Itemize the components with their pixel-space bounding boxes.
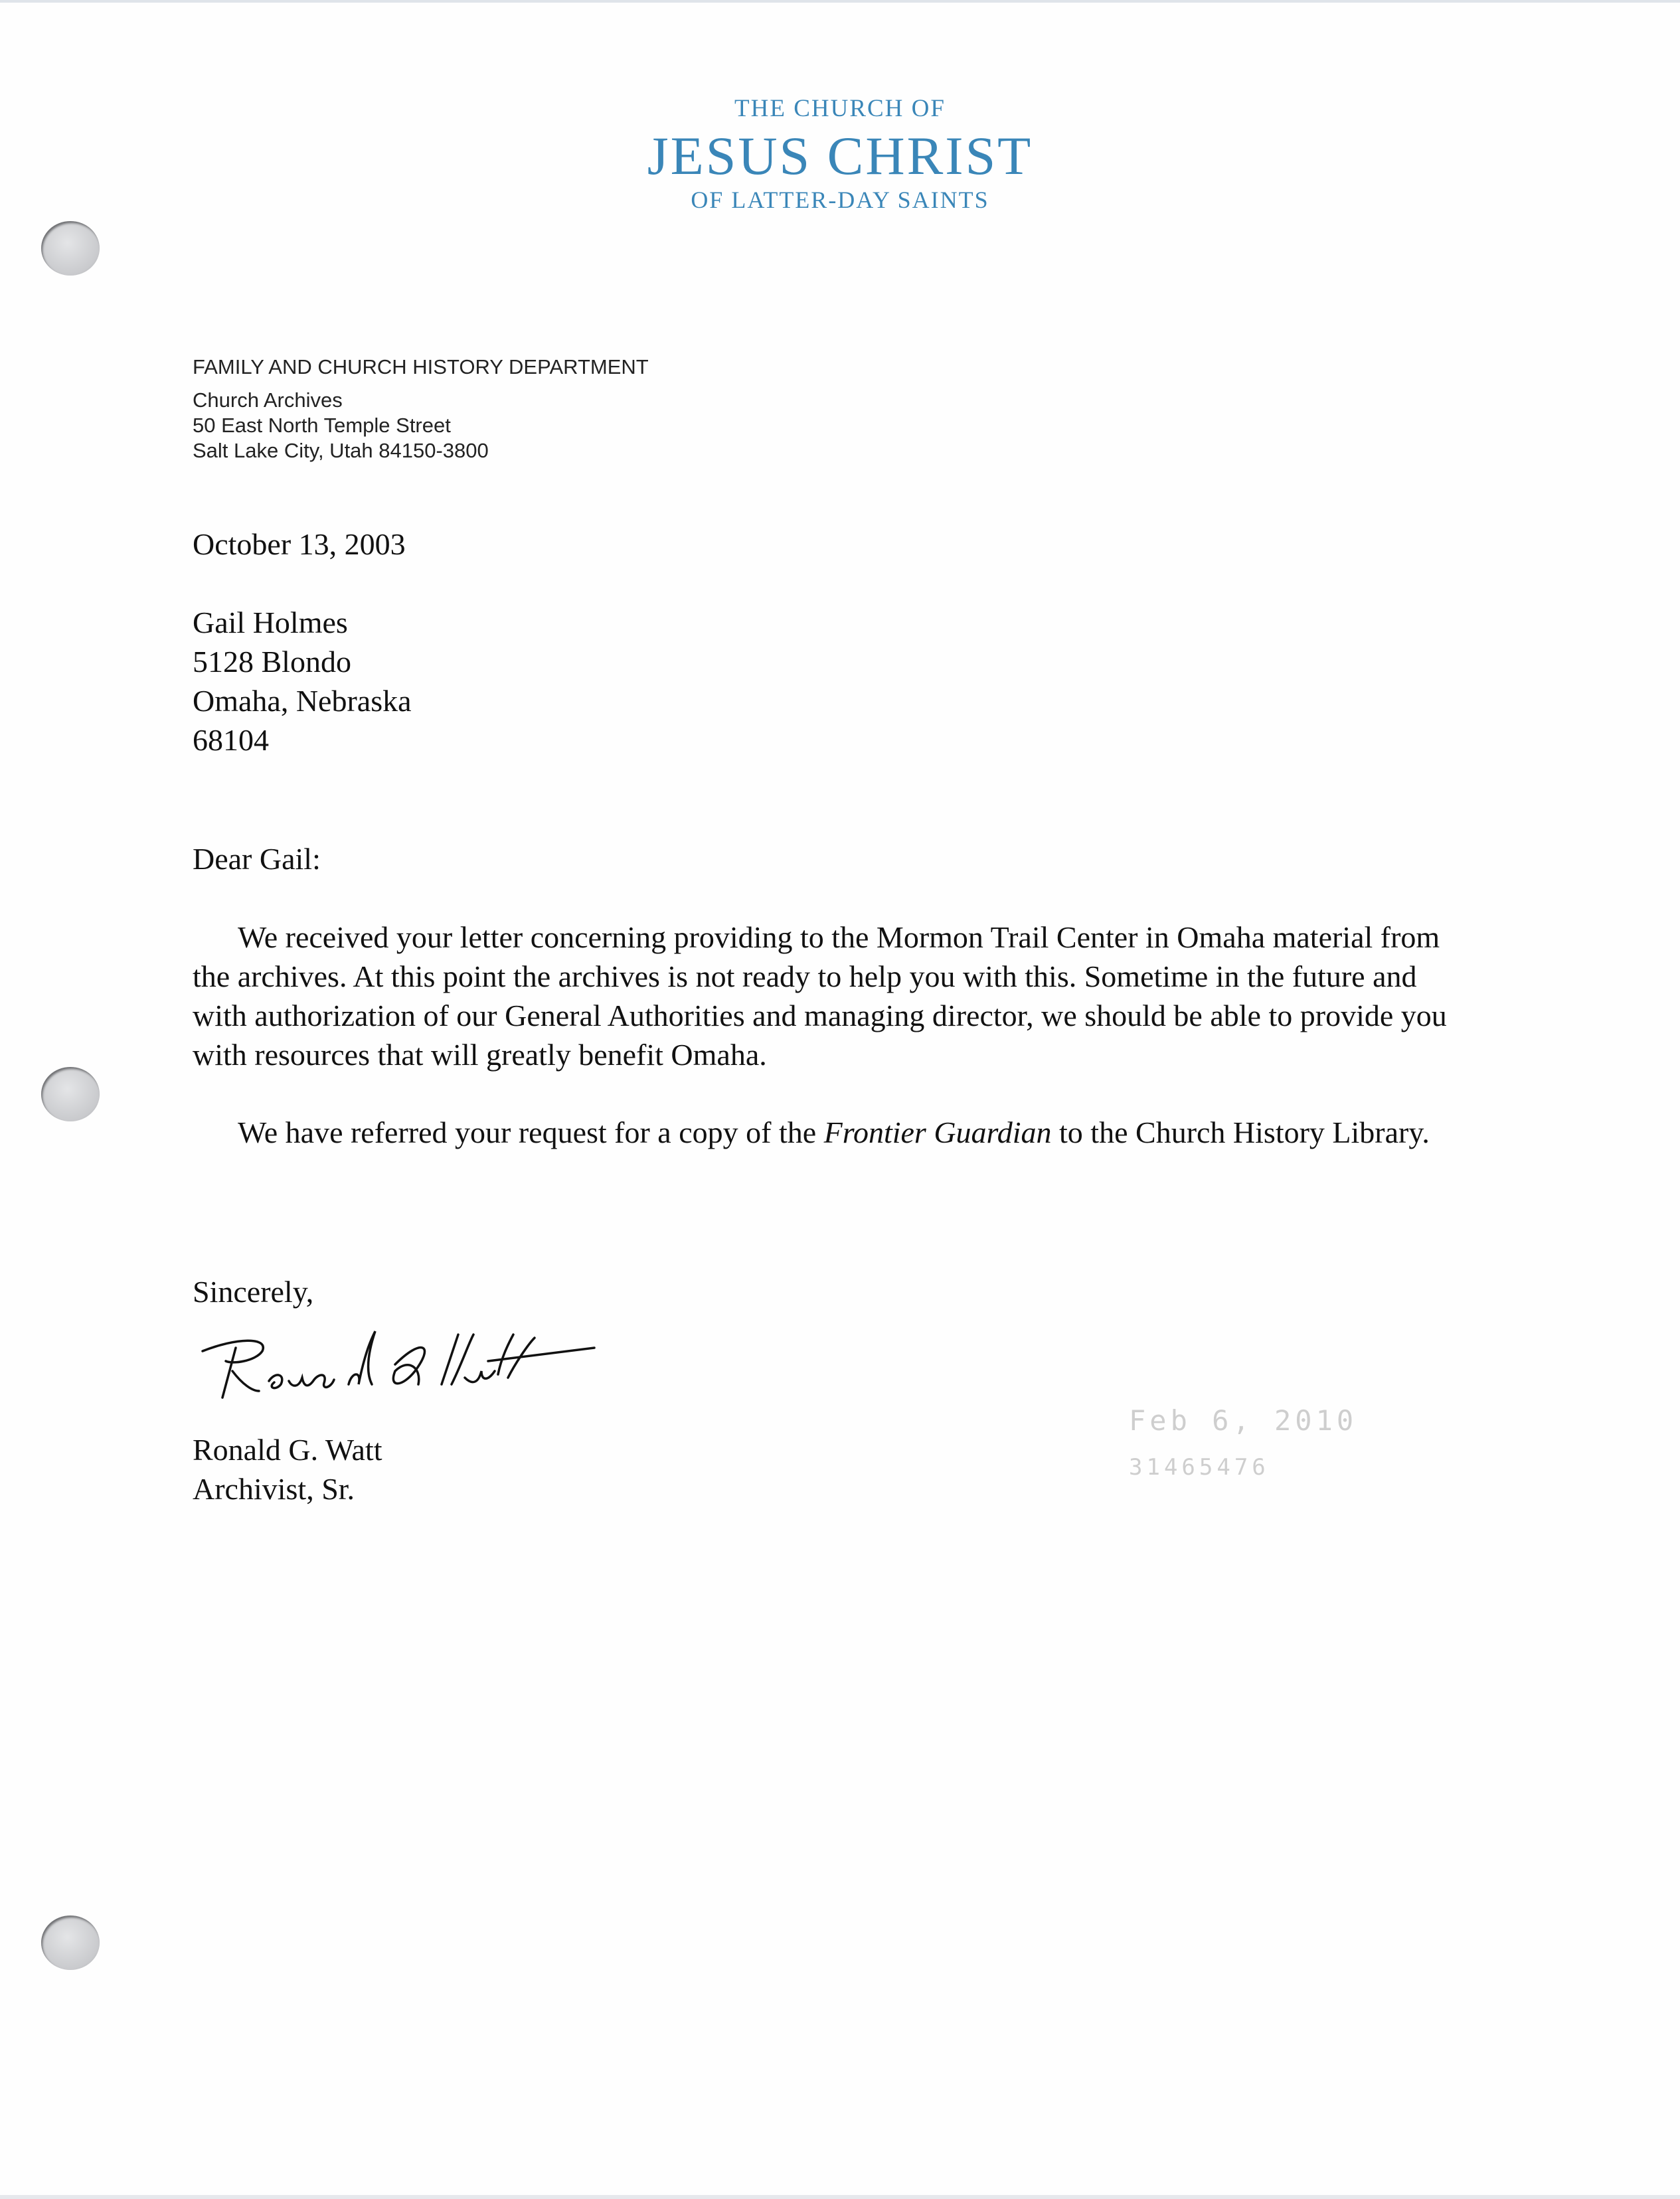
scan-edge-bottom	[0, 2195, 1680, 2199]
letterhead-line2: JESUS CHRIST	[647, 125, 1033, 186]
p2-text: We have referred your request for a copy of the	[238, 1115, 824, 1149]
salutation: Dear Gail:	[193, 842, 321, 876]
punch-hole-top	[41, 221, 100, 276]
archive-number-stamp: 31465476	[1129, 1454, 1270, 1481]
body-paragraph-1: We received your letter concerning providing to the Mormon Trail Center in Omaha material from the archives. At this point the archives is not ready to help you with this. Sometime in the future and with authorization of our General Authorities and managing director, we should be able to provide you with resources that will greatly benefit Omaha.	[193, 920, 1447, 1072]
archive-date-stamp: Feb 6, 2010	[1129, 1404, 1358, 1437]
signer-name: Ronald G. Watt	[193, 1433, 382, 1467]
sender-department: FAMILY AND CHURCH HISTORY DEPARTMENT	[193, 355, 649, 378]
sender-office: Church Archives	[193, 388, 343, 412]
recipient-name: Gail Holmes	[193, 606, 348, 639]
letter-date: October 13, 2003	[193, 527, 406, 561]
letterhead-line3: OF LATTER-DAY SAINTS	[691, 187, 989, 213]
signer-title: Archivist, Sr.	[193, 1472, 355, 1506]
handwritten-signature	[196, 1325, 647, 1404]
scan-edge-top	[0, 0, 1680, 3]
recipient-zip: 68104	[193, 723, 269, 757]
publication-title: Frontier Guardian	[823, 1115, 1052, 1149]
body-paragraph-2	[193, 1113, 1464, 1152]
letterhead-line1: THE CHURCH OF	[734, 95, 946, 122]
punch-hole-middle	[41, 1067, 100, 1121]
sender-city: Salt Lake City, Utah 84150-3800	[193, 439, 489, 462]
sender-street: 50 East North Temple Street	[193, 414, 451, 437]
p2-text-end: to the Church History Library.	[1051, 1115, 1430, 1149]
punch-hole-bottom	[41, 1915, 100, 1970]
recipient-city: Omaha, Nebraska	[193, 684, 412, 718]
closing: Sincerely,	[193, 1275, 314, 1309]
recipient-street: 5128 Blondo	[193, 645, 351, 679]
